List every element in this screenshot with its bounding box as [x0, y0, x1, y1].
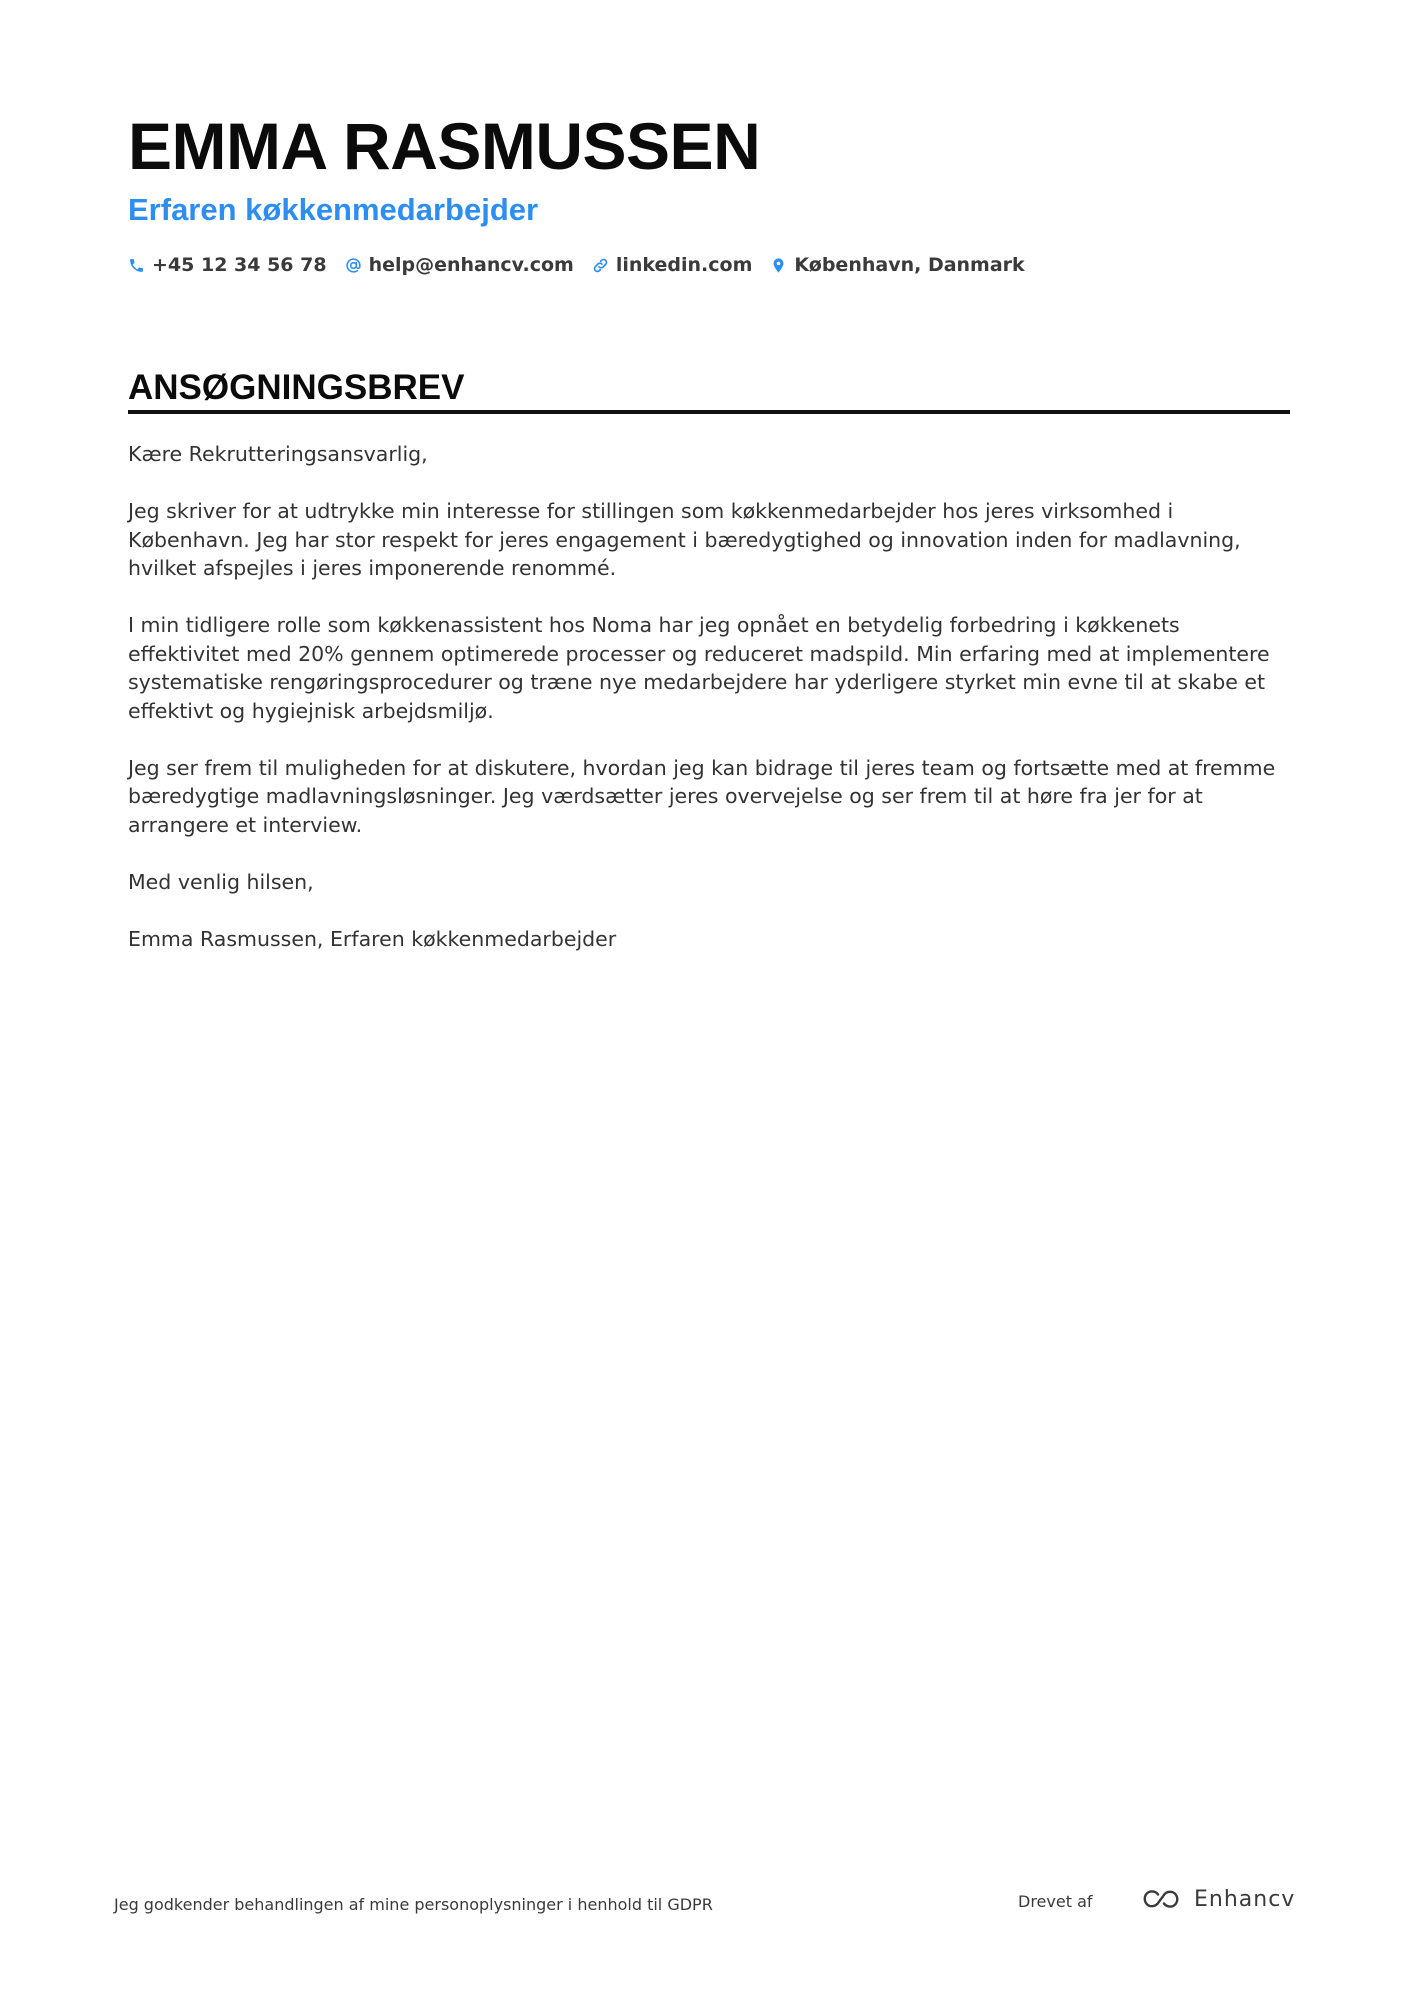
enhancv-logo-text: Enhancv [1194, 1886, 1296, 1912]
contact-linkedin [592, 254, 753, 276]
link-icon [592, 257, 609, 274]
contact-email-text: help@enhancv.com [368, 254, 574, 276]
letter-greeting: Kære Rekrutteringsansvarlig, [128, 442, 428, 466]
contact-phone-text: +45 12 34 56 78 [152, 254, 327, 276]
enhancv-logo[interactable] [1138, 1886, 1295, 1912]
contact-location [770, 254, 1024, 276]
letter-paragraph: I min tidligere rolle som køkkenassistent hos Noma har jeg opnået en betydelig forbedring i køkkenets effektivitet med 20% gennem optimerede processer og reduceret madspild. Min erfaring med at implementere systematiske rengøringsprocedurer og træne nye medarbejdere har yderligere styrket min evne til at skabe et effektivt og hygiejnisk arbejdsmiljø. [128, 613, 1270, 723]
at-icon [345, 257, 362, 274]
contact-linkedin-text: linkedin.com [615, 254, 753, 276]
letter-body [128, 440, 1290, 982]
location-pin-icon [770, 257, 787, 274]
enhancv-logo-icon [1138, 1886, 1184, 1912]
candidate-name: EMMA RASMUSSEN [128, 109, 761, 183]
contact-location-text: København, Danmark [794, 254, 1025, 276]
letter-paragraph: Jeg ser frem til muligheden for at diskutere, hvordan jeg kan bidrage til jeres team og fortsætte med at fremme bæredygtige madlavningsløsninger. Jeg værdsætter jeres overvejelse og ser frem til at høre fra jer for at arrangere et interview. [128, 755, 1276, 837]
section-title: ANSØGNINGSBREV [128, 368, 465, 407]
section-divider [128, 410, 1290, 414]
phone-icon [128, 257, 145, 274]
contact-phone [128, 254, 327, 276]
letter-signature: Emma Rasmussen, Erfaren køkkenmedarbejder [128, 926, 617, 951]
contact-email [345, 254, 574, 276]
powered-by-label: Drevet af [1018, 1892, 1093, 1911]
letter-closing: Med venlig hilsen, [128, 869, 314, 894]
gdpr-consent-text: Jeg godkender behandlingen af mine personoplysninger i henhold til GDPR [114, 1895, 713, 1914]
contact-bar [128, 254, 1025, 276]
letter-paragraph: Jeg skriver for at udtrykke min interesse for stillingen som køkkenmedarbejder hos jeres virksomhed i København. Jeg har stor respekt for jeres engagement i bæredygtighed og innovation inden for madlavning, hvilket afspejles i jeres imponerende renommé. [128, 499, 1241, 580]
candidate-title: Erfaren køkkenmedarbejder [128, 192, 539, 227]
